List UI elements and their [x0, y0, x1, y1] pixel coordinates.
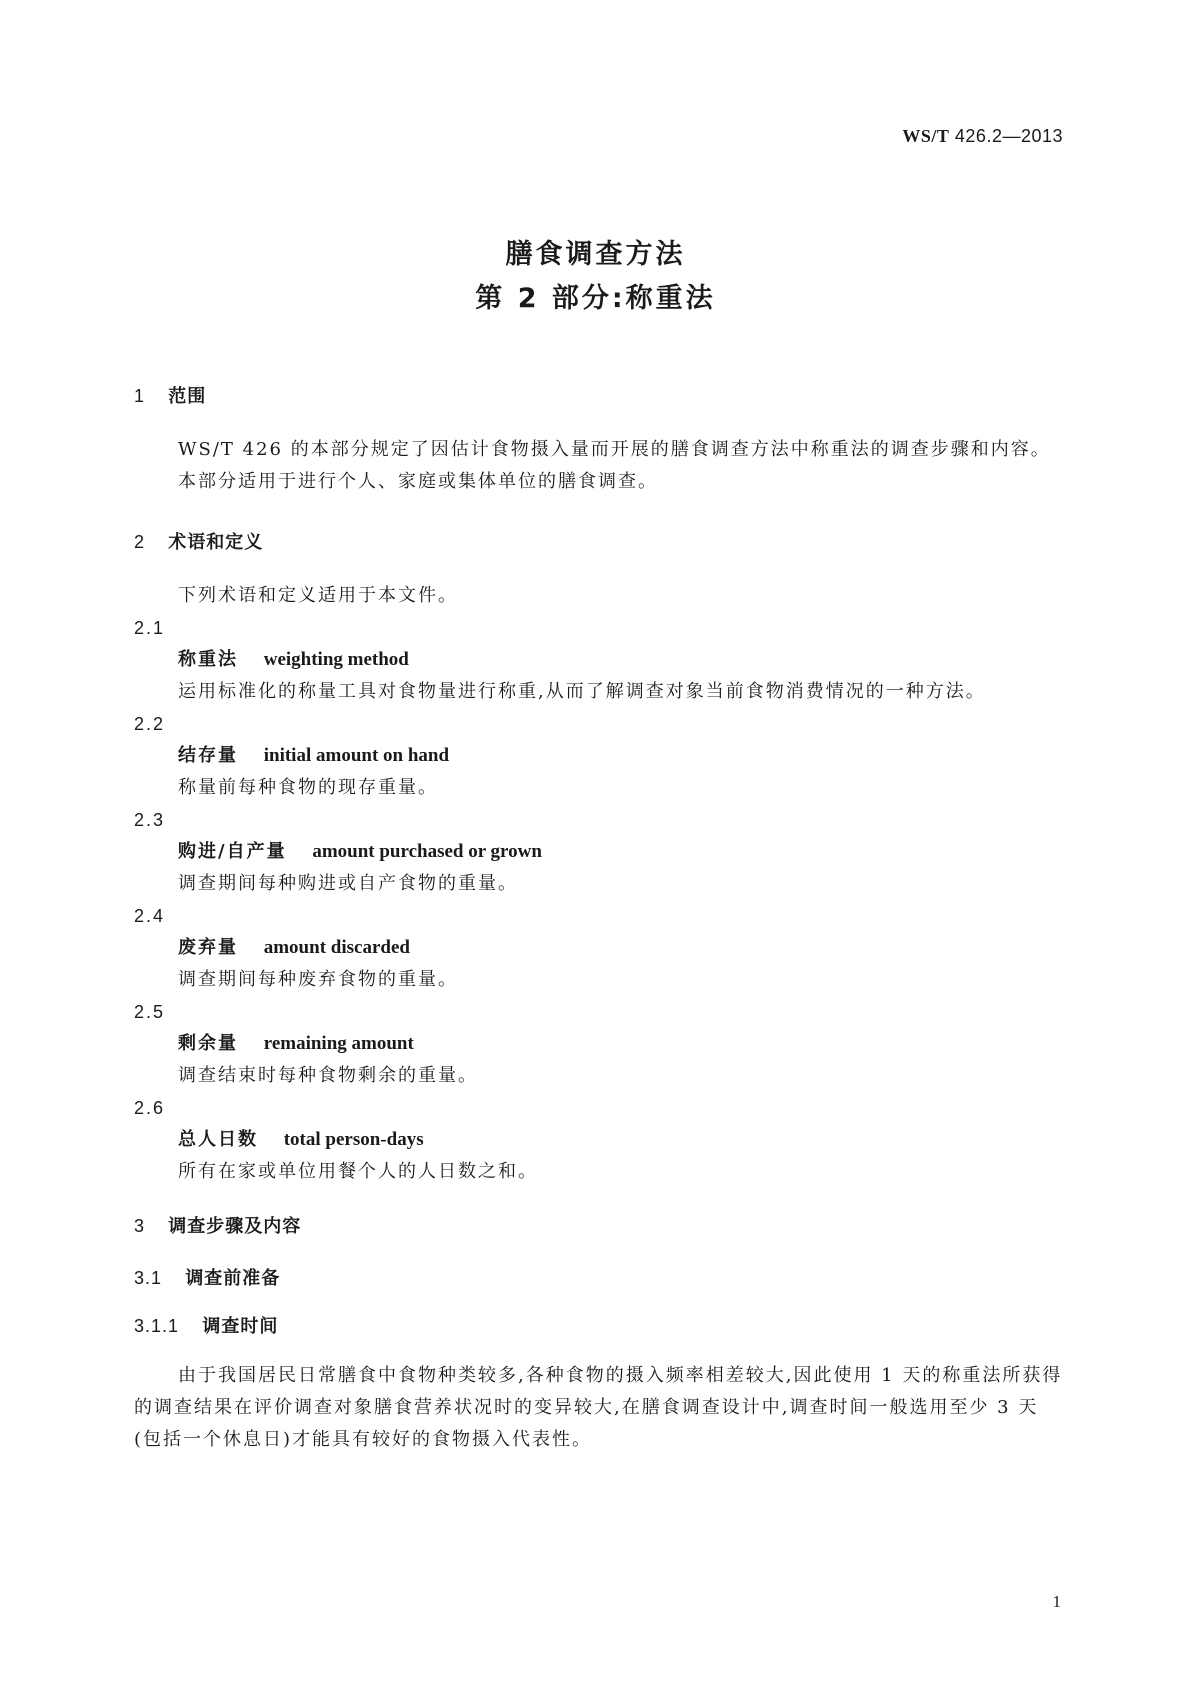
term-entry: [134, 1092, 1064, 1188]
subsection-3-1-1-heading: [134, 1312, 1064, 1340]
scope-applicability-paragraph: 本部分适用于进行个人、家庭或集体单位的膳食调查。: [178, 471, 658, 492]
section-3-heading: [134, 1212, 1064, 1240]
term-number: 2.3: [134, 810, 166, 830]
term-name: [134, 932, 1064, 964]
document-body: [134, 382, 1064, 1456]
page-number: 1: [1052, 1592, 1061, 1611]
section-title: 调查步骤及内容: [168, 1216, 302, 1237]
scope-paragraph: WS/T 426 的本部分规定了因估计食物摄入量而开展的膳食调查方法中称重法的调查步骤和内容。: [178, 439, 1051, 460]
terms-intro-paragraph: 下列术语和定义适用于本文件。: [178, 585, 458, 606]
survey-time-paragraph: 由于我国居民日常膳食中食物种类较多,各种食物的摄入频率相差较大,因此使用 1 天的称重法所获得的调查结果在评价调查对象膳食营养状况时的变异较大,在膳食调查设计中,调查时间一般选用至少 3 天(包括一个休息日)才能具有较好的食物摄入代表性。: [134, 1365, 1063, 1450]
section-number: 3: [134, 1216, 146, 1236]
term-entry: [134, 708, 1064, 804]
subsection-title: 调查前准备: [185, 1268, 281, 1289]
term-name-english: weighting method: [263, 649, 409, 670]
term-number: 2.2: [134, 714, 166, 734]
term-number: 2.6: [134, 1098, 166, 1118]
term-name-chinese: 剩余量: [178, 1033, 238, 1054]
term-name: [134, 836, 1064, 868]
term-entry: [134, 996, 1064, 1092]
term-entry: [134, 612, 1064, 708]
section-number: 2: [134, 532, 146, 552]
term-name-english: amount discarded: [263, 937, 410, 958]
subsection-3-1-heading: [134, 1264, 1064, 1292]
document-subtitle: 第 2 部分:称重法: [475, 283, 716, 314]
term-name-chinese: 称重法: [178, 649, 238, 670]
standard-code: [902, 126, 1063, 147]
term-definition: 调查期间每种购进或自产食物的重量。: [178, 873, 518, 894]
term-number: 2.4: [134, 906, 166, 926]
standard-prefix: WS/T: [902, 126, 950, 146]
standard-number: 426.2—2013: [954, 126, 1063, 146]
term-name: [134, 1028, 1064, 1060]
term-name-chinese: 结存量: [178, 745, 238, 766]
term-name-english: initial amount on hand: [263, 745, 450, 766]
term-name-english: remaining amount: [263, 1033, 414, 1054]
term-entry: [134, 804, 1064, 900]
term-definition: 称量前每种食物的现存重量。: [178, 777, 438, 798]
term-name-chinese: 废弃量: [178, 937, 238, 958]
subsection-number: 3.1.1: [134, 1316, 180, 1336]
subsection-title: 调查时间: [202, 1316, 279, 1337]
section-title: 范围: [168, 386, 207, 407]
term-definition: 调查期间每种废弃食物的重量。: [178, 969, 458, 990]
term-definition: 运用标准化的称量工具对食物量进行称重,从而了解调查对象当前食物消费情况的一种方法。: [178, 681, 986, 702]
term-name-chinese: 总人日数: [178, 1129, 258, 1150]
section-1-heading: [134, 382, 1064, 410]
section-2-heading: [134, 528, 1064, 556]
term-name: [134, 740, 1064, 772]
term-name-chinese: 购进/自产量: [178, 841, 287, 862]
term-name-english: total person-days: [283, 1129, 424, 1150]
section-number: 1: [134, 386, 146, 406]
subsection-number: 3.1: [134, 1268, 163, 1288]
term-name: [134, 644, 1064, 676]
term-name: [134, 1124, 1064, 1156]
term-name-english: amount purchased or grown: [312, 841, 542, 862]
term-entry: [134, 900, 1064, 996]
term-number: 2.5: [134, 1002, 166, 1022]
term-definition: 所有在家或单位用餐个人的人日数之和。: [178, 1161, 538, 1182]
document-title: 膳食调查方法: [505, 239, 686, 270]
term-number: 2.1: [134, 618, 166, 638]
term-definition: 调查结束时每种食物剩余的重量。: [178, 1065, 478, 1086]
section-title: 术语和定义: [168, 532, 264, 553]
